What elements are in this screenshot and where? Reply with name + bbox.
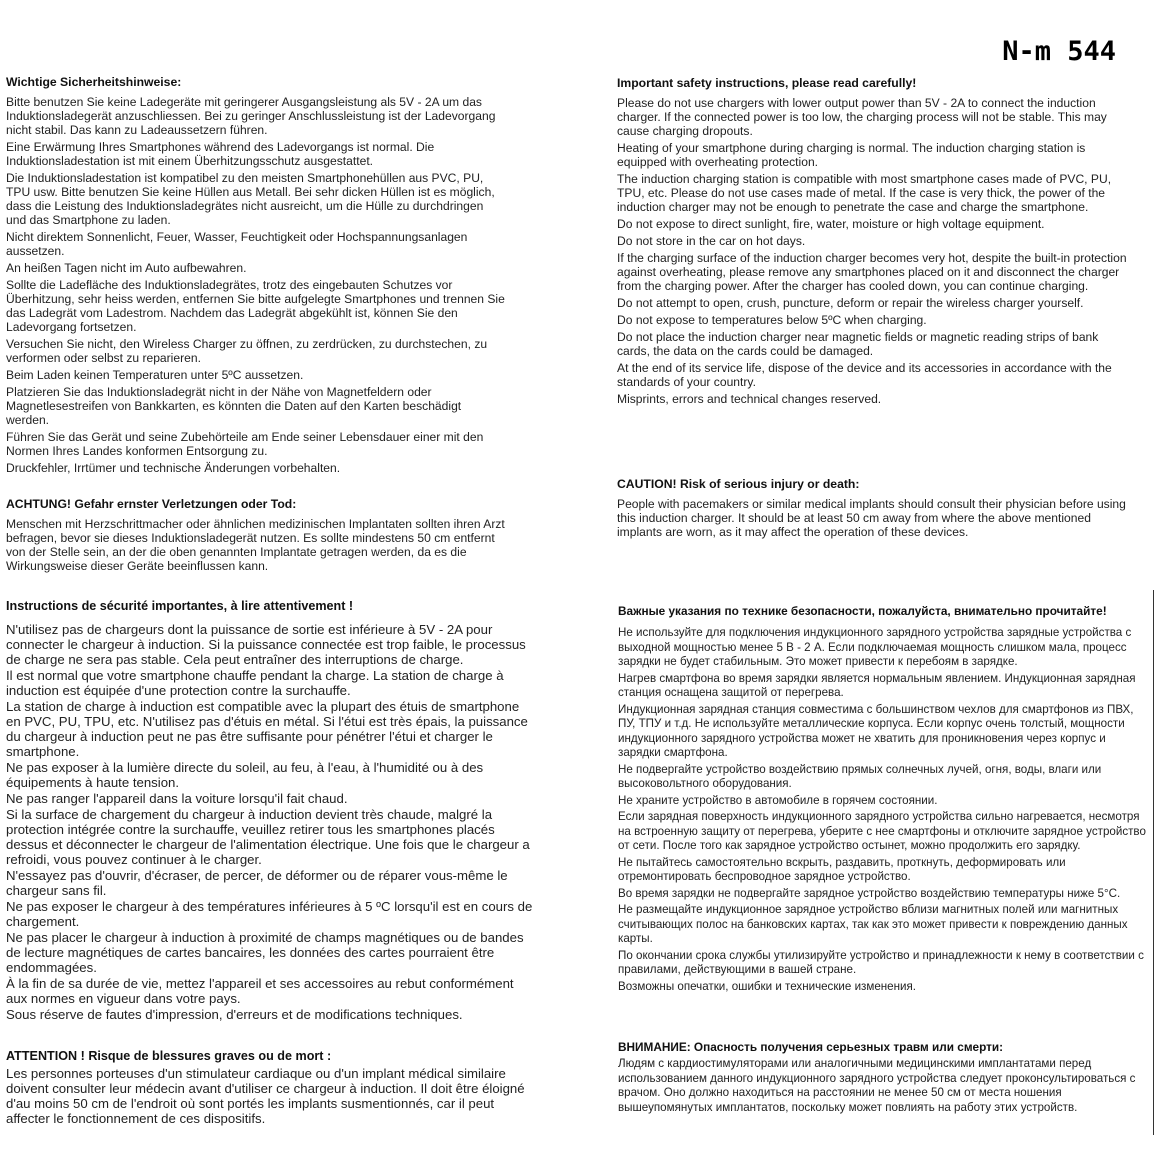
safety-item: Не размещайте индукционное зарядное устройство вблизи магнитных полей или магнитных считывающих полос на банковских картах, так как это может привести к повреждению данных карты. <box>618 903 1128 945</box>
caution-text: Les personnes porteuses d'un stimulateur cardiaque ou d'un implant médical similaire doivent consulter leur médecin avant d'utiliser ce chargeur à induction. Il doit être éloigné d'au moins 50 cm de l'endroit où sont portés les implants susmentionnés, car il peut affecter le fonctionnement de ces dispositifs. <box>6 1066 525 1126</box>
safety-list <box>618 626 1148 994</box>
safety-item: Ne pas placer le chargeur à induction à proximité de champs magnétiques ou de bandes de lecture magnétiques de cartes bancaires, les données des cartes pourraient être endommagées. <box>6 930 524 975</box>
safety-item: По окончании срока службы утилизируйте устройство и принадлежности к нему в соответствии с правилами, действующими в вашей стране. <box>618 948 1144 976</box>
safety-item: The induction charging station is compatible with most smartphone cases made of PVC, PU, TPU, etc. Please do not use cases made of metal. If the case is very thick, the power of the induction charger may not be enough to penetrate the case and charge the smartphone. <box>617 172 1112 214</box>
safety-item: Sollte die Ladefläche des Induktionsladegrätes, trotz des eingebauten Schutzes vor Überhitzung, sehr heiss werden, entfernen Sie bitte aufgelegte Smartphones und trennen Sie das Ladegrät vom Ladestrom. Nachdem das Ladegrät abgekühlt ist, können Sie den Ladevorgang fortsetzen. <box>6 278 505 334</box>
safety-item: Индукционная зарядная станция совместима с большинством чехлов для смартфонов из ПВХ, ПУ, ТПУ и т.д. Не используйте металлические корпуса. Если корпус очень толстый, мощности индукционного зарядного устройства может не хватить для проникновения через корпус и зарядки смартфона. <box>618 702 1134 759</box>
french-caution-section <box>6 1049 536 1129</box>
safety-item: Eine Erwärmung Ihres Smartphones während des Ladevorgangs ist normal. Die Induktionsladestation ist mit einem Überhitzungsschutz ausgestattet. <box>6 140 435 168</box>
russian-safety-section <box>618 604 1148 996</box>
safety-list <box>617 96 1127 406</box>
safety-item: Нагрев смартфона во время зарядки является нормальным явлением. Индукционная зарядная станция оснащена защитой от перегрева. <box>618 671 1136 699</box>
section-title: Важные указания по технике безопасности, пожалуйста, внимательно прочитайте! <box>618 604 1107 618</box>
section-title: Instructions de sécurité importantes, à lire attentivement ! <box>6 599 354 613</box>
safety-item: Misprints, errors and technical changes reserved. <box>617 392 882 406</box>
safety-item: Do not store in the car on hot days. <box>617 234 806 248</box>
model-code: N-m 544 <box>1002 36 1116 67</box>
safety-item: Не пытайтесь самостоятельно вскрыть, раздавить, проткнуть, деформировать или отремонтировать беспроводное зарядное устройство. <box>618 855 1066 883</box>
caution-title: ATTENTION ! Risque de blessures graves ou de mort : <box>6 1049 332 1063</box>
safety-list <box>6 622 536 1022</box>
safety-list <box>6 95 506 475</box>
french-safety-section <box>6 599 536 1023</box>
caution-text: Menschen mit Herzschrittmacher oder ähnlichen medizinischen Implantaten sollten ihren Arzt befragen, bevor sie dieses Induktionsladegerät nutzen. Es sollte mindestens 50 cm entfernt von der Stelle sein, an der die oben genannten Implantate getragen werden, da es die Wirkungsweise dieser Geräte beeinflussen kann. <box>6 517 505 573</box>
safety-item: N'essayez pas d'ouvrir, d'écraser, de percer, de déformer ou de réparer vous-même le chargeur sans fil. <box>6 868 508 898</box>
safety-item: An heißen Tagen nicht im Auto aufbewahren. <box>6 261 247 275</box>
safety-item: Do not place the induction charger near magnetic fields or magnetic reading strips of bank cards, the data on the cards could be damaged. <box>617 330 1099 358</box>
safety-item: Druckfehler, Irrtümer und technische Änderungen vorbehalten. <box>6 461 341 475</box>
safety-item: Не используйте для подключения индукционного зарядного устройства зарядные устройства с выходной мощностью менее 5 В - 2 А. Если подключаемая мощность слишком мала, процесс зарядки не будет стабильным. Это может привести к перебоям в зарядке. <box>618 626 1132 668</box>
safety-item: À la fin de sa durée de vie, mettez l'appareil et ses accessoires au rebut conformément aux normes en vigueur dans votre pays. <box>6 976 514 1006</box>
caution-title: ВНИМАНИЕ: Опасность получения серьезных травм или смерти: <box>618 1040 1004 1054</box>
safety-item: Beim Laden keinen Temperaturen unter 5ºC aussetzen. <box>6 368 304 382</box>
safety-item: Если зарядная поверхность индукционного зарядного устройства сильно нагревается, несмотря на встроенную защиту от перегрева, уберите с нее смартфоны и отключите зарядное устройство от сети. После того как зарядное устройство остынет, можно продолжить его зарядку. <box>618 810 1146 852</box>
safety-item: Please do not use chargers with lower output power than 5V - 2A to connect the induction charger. If the connected power is too low, the charging process will not be stable. This may cause charging dropouts. <box>617 96 1107 138</box>
safety-item: Die Induktionsladestation ist kompatibel zu den meisten Smartphonehüllen aus PVC, PU, TPU usw. Bitte benutzen Sie keine Hüllen aus Metall. Bei sehr dicken Hüllen ist es möglich, dass die Leistung des Induktionsladegrätes nicht ausreicht, um die Hülle zu durchdringen und das Smartphone zu laden. <box>6 171 495 227</box>
safety-item: Ne pas exposer le chargeur à des températures inférieures à 5 ºC lorsqu'il est en cours de chargement. <box>6 899 533 929</box>
safety-item: At the end of its service life, dispose of the device and its accessories in accordance with the standards of your country. <box>617 361 1112 389</box>
english-safety-section <box>617 76 1127 409</box>
german-caution-section <box>6 497 506 576</box>
safety-item: Nicht direktem Sonnenlicht, Feuer, Wasser, Feuchtigkeit oder Hochspannungsanlagen aussetzen. <box>6 230 468 258</box>
safety-item: Bitte benutzen Sie keine Ladegeräte mit geringerer Ausgangsleistung als 5V - 2A um das Induktionsladegerät anzuschliessen. Bei zu geringer Anschlussleistung ist der Ladevorgang nicht stabil. Das kann zu Ladeaussetzern führen. <box>6 95 496 137</box>
safety-item: If the charging surface of the induction charger becomes very hot, despite the built-in protection against overheating, please remove any smartphones placed on it and disconnect the charger from the charging power. After the charger has cooled down, you can continue charging. <box>617 251 1127 293</box>
section-title: Wichtige Sicherheitshinweise: <box>6 75 182 89</box>
safety-item: Versuchen Sie nicht, den Wireless Charger zu öffnen, zu zerdrücken, zu durchstechen, zu verformen oder selbst zu reparieren. <box>6 337 488 365</box>
safety-item: N'utilisez pas de chargeurs dont la puissance de sortie est inférieure à 5V - 2A pour connecter le chargeur à induction. Si la puissance connectée est trop faible, le processus de charge ne sera pas stable. Cela peut entraîner des interruptions de charge. <box>6 622 526 667</box>
safety-item: Heating of your smartphone during charging is normal. The induction charging station is equipped with overheating protection. <box>617 141 1086 169</box>
safety-item: Platzieren Sie das Induktionsladegrät nicht in der Nähe von Magnetfeldern oder Magnetlesestreifen von Bankkarten, es könnten die Daten auf den Karten beschädigt werden. <box>6 385 462 427</box>
safety-item: Il est normal que votre smartphone chauffe pendant la charge. La station de charge à induction est équipée d'une protection contre la surchauffe. <box>6 668 504 698</box>
safety-item: La station de charge à induction est compatible avec la plupart des étuis de smartphone en PVC, PU, TPU, etc. N'utilisez pas d'étuis en métal. Si l'étui est très épais, la puissance du chargeur à induction peut ne pas être suffisante pour pénétrer l'étui et charger le smartphone. <box>6 699 528 759</box>
divider-line <box>1153 590 1154 1135</box>
russian-caution-section <box>618 1040 1148 1118</box>
safety-item: Do not attempt to open, crush, puncture, deform or repair the wireless charger yourself. <box>617 296 1084 310</box>
safety-item: Ne pas exposer à la lumière directe du soleil, au feu, à l'eau, à l'humidité ou à des équipements à haute tension. <box>6 760 484 790</box>
safety-item: Do not expose to temperatures below 5ºC when charging. <box>617 313 927 327</box>
caution-title: CAUTION! Risk of serious injury or death: <box>617 477 860 491</box>
section-title: Important safety instructions, please read carefully! <box>617 76 917 90</box>
safety-item: Во время зарядки не подвергайте зарядное устройство воздействию температуры ниже 5°C. <box>618 886 1121 900</box>
safety-item: Do not expose to direct sunlight, fire, water, moisture or high voltage equipment. <box>617 217 1045 231</box>
caution-text: People with pacemakers or similar medical implants should consult their physician before using this induction charger. It should be at least 50 cm away from where the above mentioned implants are worn, as it may affect the operation of these devices. <box>617 497 1126 539</box>
english-caution-section <box>617 477 1127 542</box>
safety-item: Sous réserve de fautes d'impression, d'erreurs et de modifications techniques. <box>6 1007 463 1022</box>
german-safety-section <box>6 75 506 478</box>
safety-item: Не храните устройство в автомобиле в горячем состоянии. <box>618 793 938 807</box>
safety-item: Ne pas ranger l'appareil dans la voiture lorsqu'il fait chaud. <box>6 791 348 806</box>
caution-title: ACHTUNG! Gefahr ernster Verletzungen oder Tod: <box>6 497 297 511</box>
safety-item: Не подвергайте устройство воздействию прямых солнечных лучей, огня, воды, влаги или высоковольтного оборудования. <box>618 762 1102 790</box>
safety-item: Возможны опечатки, ошибки и технические изменения. <box>618 979 917 993</box>
caution-text: Людям с кардиостимуляторами или аналогичными медицинскими имплантатами перед использованием данного индукционного зарядного устройства следует проконсультироваться с врачом. Оно должно находиться на расстоянии не менее 50 см от места ношения вышеупомянутых имплантатов, поскольку может повлиять на работу этих устройств. <box>618 1057 1136 1114</box>
safety-item: Führen Sie das Gerät und seine Zubehörteile am Ende seiner Lebensdauer einer mit den Normen Ihres Landes konformen Entsorgung zu. <box>6 430 484 458</box>
safety-item: Si la surface de chargement du chargeur à induction devient très chaude, malgré la protection intégrée contre la surchauffe, veuillez retirer tous les smartphones placés dessus et déconnecter le chargeur de l'alimentation électrique. Une fois que le chargeur a refroidi, vous pouvez continuer à le charger. <box>6 807 530 867</box>
